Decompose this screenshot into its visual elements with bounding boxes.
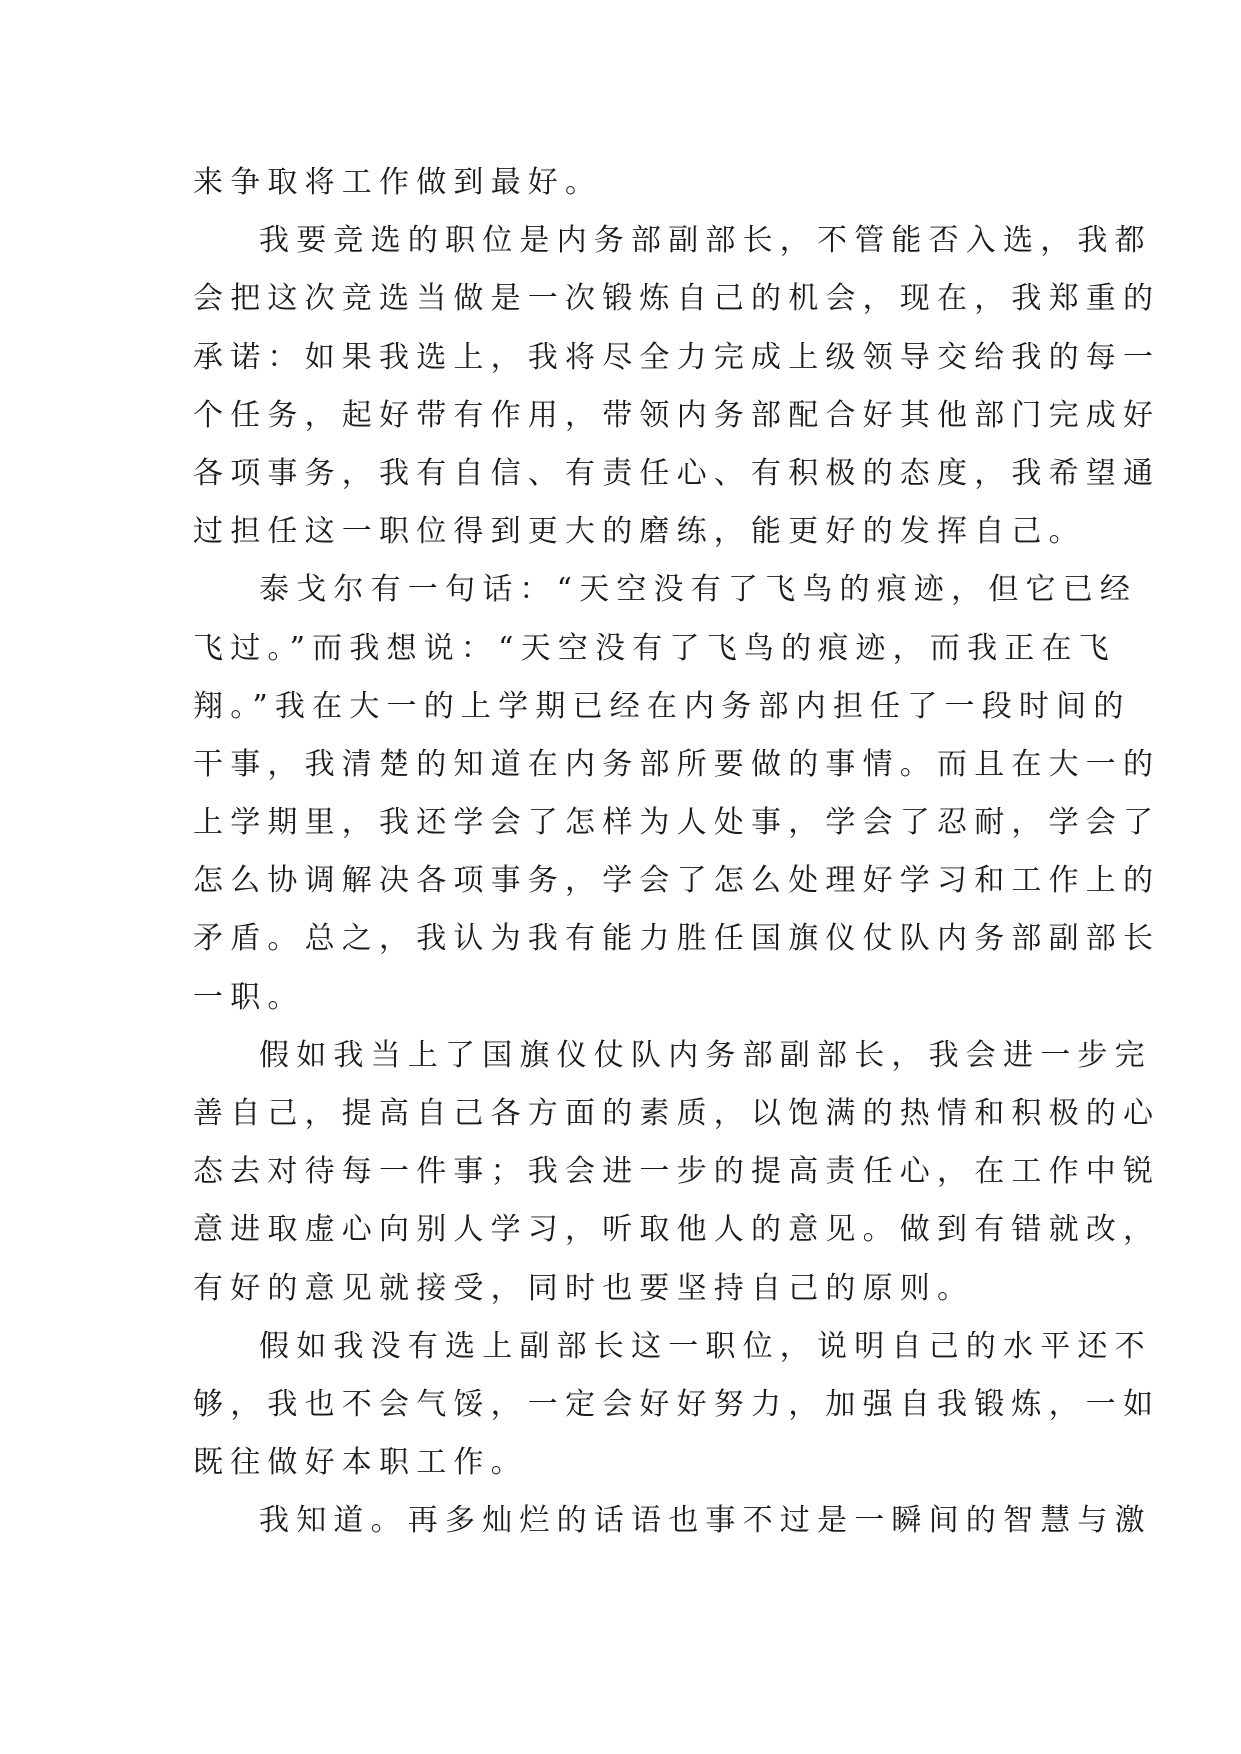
text-line: 怎么协调解决各项事务，学会了怎么处理好学习和工作上的 (193, 863, 1161, 899)
text-line: 态去对待每一件事；我会进一步的提高责任心，在工作中锐 (193, 1154, 1161, 1190)
text-line: 够，我也不会气馁，一定会好好努力，加强自我锻炼，一如 (193, 1386, 1161, 1422)
text-line: 上学期里，我还学会了怎样为人处事，学会了忍耐，学会了 (193, 805, 1161, 841)
text-line: 干事，我清楚的知道在内务部所要做的事情。而且在大一的 (193, 746, 1161, 782)
text-line: 来争取将工作做到最好。 (193, 165, 603, 200)
paragraph-first-line: 我知道。再多灿烂的话语也事不过是一瞬间的智慧与激 (259, 1503, 1152, 1539)
paragraph-first-line: 我要竞选的职位是内务部副部长，不管能否入选，我都 (259, 223, 1152, 259)
text-line: 过担任这一职位得到更大的磨练，能更好的发挥自己。 (193, 514, 1086, 550)
text-line: 矛盾。总之，我认为我有能力胜任国旗仪仗队内务部副部长 (193, 921, 1161, 957)
text-line: 意进取虚心向别人学习，听取他人的意见。做到有错就改， (193, 1212, 1161, 1248)
text-line: 善自己，提高自己各方面的素质，以饱满的热情和积极的心 (193, 1096, 1161, 1131)
text-line: 会把这次竞选当做是一次锻炼自己的机会，现在，我郑重的 (193, 281, 1161, 317)
text-line: 飞过。”而我想说：“天空没有了飞鸟的痕迹，而我正在飞 (193, 630, 1116, 666)
text-line: 翔。”我在大一的上学期已经在内务部内担任了一段时间的 (193, 688, 1131, 724)
paragraph-first-line: 假如我当上了国旗仪仗队内务部副部长，我会进一步完 (259, 1037, 1152, 1073)
text-line: 个任务，起好带有作用，带领内务部配合好其他部门完成好 (193, 397, 1161, 433)
paragraph-first-line: 泰戈尔有一句话：“天空没有了飞鸟的痕迹，但它已经 (259, 572, 1138, 608)
text-line: 既往做好本职工作。 (193, 1445, 528, 1481)
body-text (193, 154, 1161, 1551)
text-line: 一职。 (193, 979, 305, 1015)
text-line: 各项事务，我有自信、有责任心、有积极的态度，我希望通 (193, 455, 1161, 491)
text-line: 有好的意见就接受，同时也要坚持自己的原则。 (193, 1270, 975, 1306)
paragraph-first-line: 假如我没有选上副部长这一职位，说明自己的水平还不 (259, 1328, 1152, 1364)
text-line: 承诺：如果我选上，我将尽全力完成上级领导交给我的每一 (193, 339, 1161, 375)
